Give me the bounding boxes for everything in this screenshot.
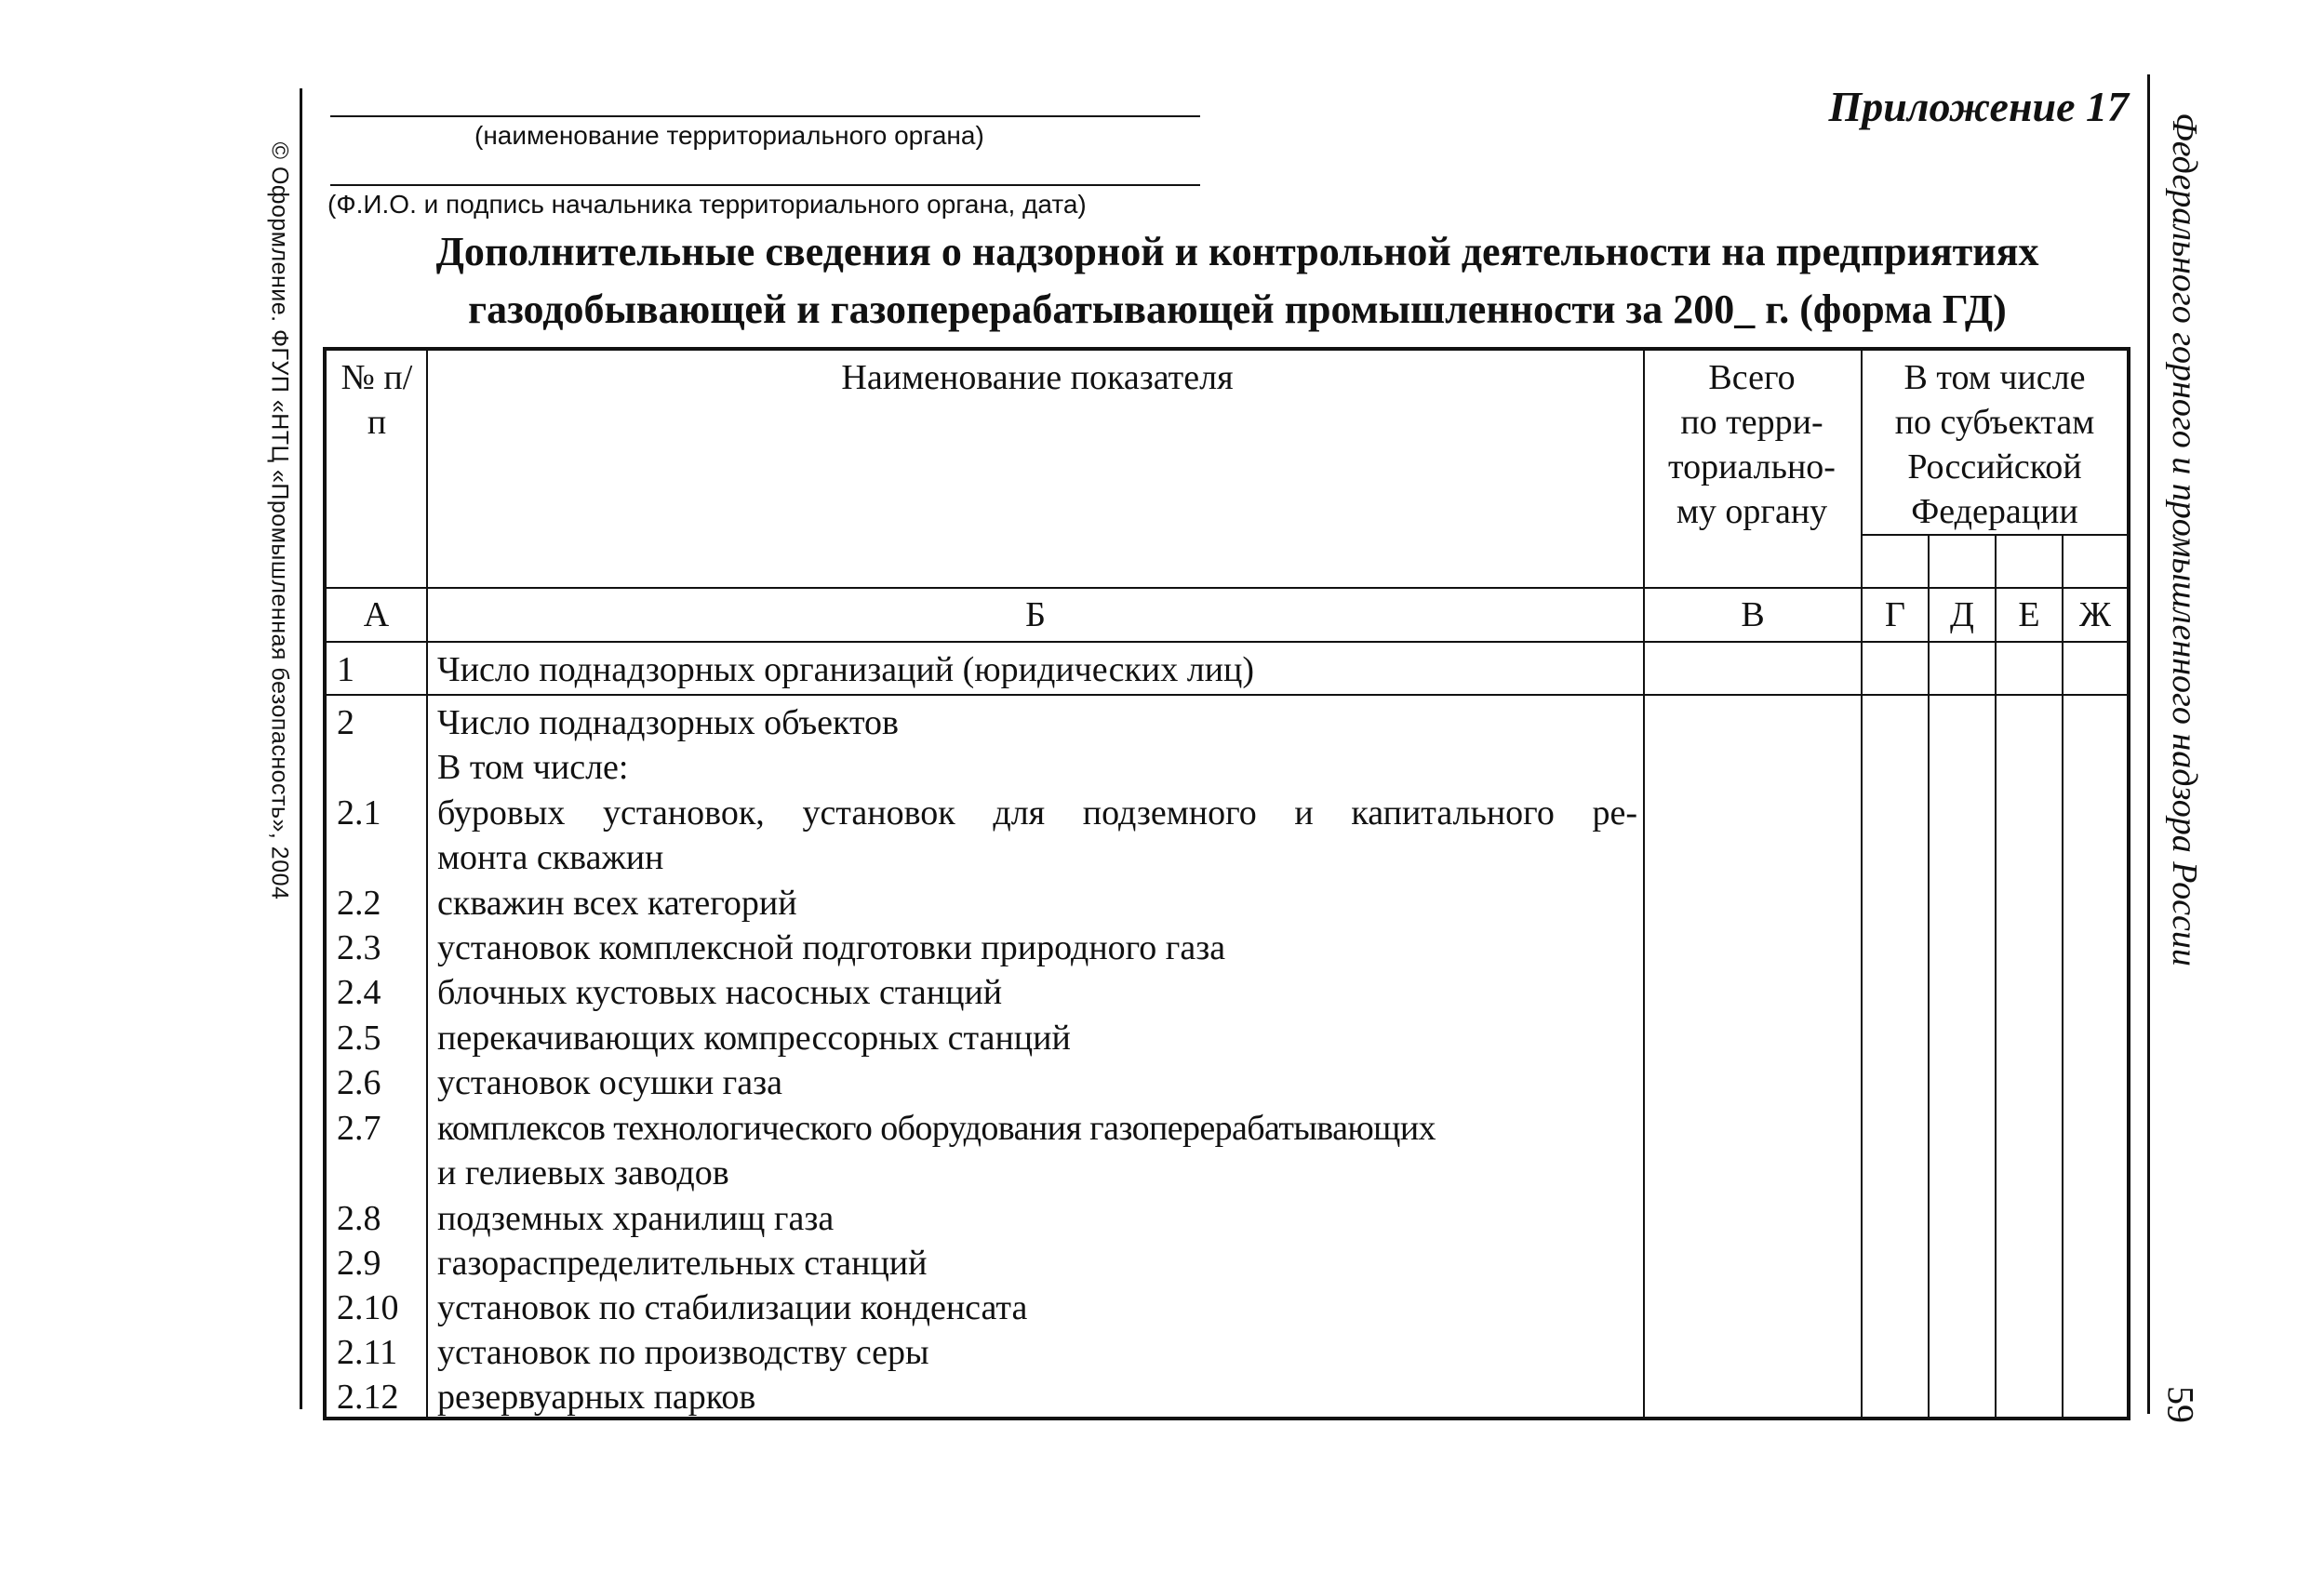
col-divider-total xyxy=(1861,347,1863,1420)
letter-d: Д xyxy=(1950,595,1974,634)
left-margin-rule xyxy=(300,88,302,1409)
letter-b: Б xyxy=(1025,595,1046,634)
row-label: установок по стабилизации конденсата xyxy=(437,1288,1028,1327)
header-name: Наименование показателя xyxy=(841,358,1234,397)
header-total-line-2: по терри- xyxy=(1680,403,1823,442)
letter-zh: Ж xyxy=(2078,595,2112,634)
signature-caption: (Ф.И.О. и подпись начальника территориального органа, дата) xyxy=(327,190,1087,219)
row-number: 2.9 xyxy=(337,1244,381,1283)
table-top-border xyxy=(323,347,2130,351)
title-line-1: Дополнительные сведения о надзорной и контрольной деятельности на предприятиях xyxy=(435,229,2039,274)
col-divider-num xyxy=(426,347,428,1420)
header-subjects-line-1: В том числе xyxy=(1903,358,2086,397)
row-number: 2.7 xyxy=(337,1109,381,1148)
header-total-line-4: му органу xyxy=(1676,492,1828,531)
row-number: 2.1 xyxy=(337,793,381,833)
letter-g: Г xyxy=(1885,595,1905,634)
letter-v: В xyxy=(1741,595,1765,634)
row-number: 2.10 xyxy=(337,1288,399,1327)
row-number: 2.11 xyxy=(337,1333,398,1372)
col-divider-d xyxy=(1995,534,1997,1420)
col-divider-e xyxy=(2062,534,2064,1420)
document-title xyxy=(326,223,2149,339)
row-number: 2.8 xyxy=(337,1199,381,1238)
col-divider-name xyxy=(1643,347,1645,1420)
row-label: Число поднадзорных объектов xyxy=(437,703,900,742)
subjects-subheader-line xyxy=(1861,534,2129,536)
publisher-side-text: Федерального горного и промышленного надзора России xyxy=(2165,113,2204,966)
row-label: Число поднадзорных организаций (юридических лиц) xyxy=(437,650,1255,689)
letter-e: Е xyxy=(2018,595,2040,634)
row-number: 1 xyxy=(337,650,354,689)
header-subjects xyxy=(1864,355,2125,534)
row-label: блочных кустовых насосных станций xyxy=(437,973,1003,1012)
row-label: монта скважин xyxy=(437,838,664,877)
header-subjects-line-4: Федерации xyxy=(1911,492,2078,531)
row1-bottom-line xyxy=(323,694,2130,696)
table-left-border xyxy=(323,347,327,1420)
table-right-border xyxy=(2127,347,2130,1420)
row-number: 2.5 xyxy=(337,1019,381,1058)
header-bottom-line xyxy=(323,587,2130,589)
header-subjects-line-3: Российской xyxy=(1907,447,2082,486)
letters-bottom-line xyxy=(323,641,2130,643)
row-label: В том числе: xyxy=(437,748,629,787)
col-divider-g xyxy=(1928,534,1930,1420)
row-label: комплексов технологического оборудования газоперерабатывающих xyxy=(437,1109,1436,1148)
title-line-2: газодобывающей и газоперерабатывающей промышленности за 200_ г. (форма ГД) xyxy=(468,286,2007,332)
header-total xyxy=(1649,355,1855,534)
row-number: 2.2 xyxy=(337,884,381,923)
header-total-line-1: Всего xyxy=(1708,358,1796,397)
territorial-body-line xyxy=(330,115,1200,117)
row-number: 2 xyxy=(337,703,354,742)
row-number: 2.12 xyxy=(337,1378,399,1417)
header-total-line-3: ториально- xyxy=(1668,447,1836,486)
appendix-label: Приложение 17 xyxy=(1828,83,2129,130)
row-label: подземных хранилищ газа xyxy=(437,1199,835,1238)
row-number: 2.4 xyxy=(337,973,381,1012)
signature-line xyxy=(330,184,1200,186)
row-label: буровых установок, установок для подземного и капитального ре- xyxy=(437,793,1637,833)
row-label: газораспределительных станций xyxy=(437,1244,928,1283)
row-label: перекачивающих компрессорных станций xyxy=(437,1019,1071,1058)
row-label: установок осушки газа xyxy=(437,1063,782,1102)
row-label: скважин всех категорий xyxy=(437,884,797,923)
row-label: установок комплексной подготовки природного газа xyxy=(437,928,1226,967)
row-label: и гелиевых заводов xyxy=(437,1153,729,1192)
letter-a: А xyxy=(363,595,390,634)
row-label: резервуарных парков xyxy=(437,1378,756,1417)
row-label: установок по производству серы xyxy=(437,1333,929,1372)
header-subjects-line-2: по субъектам xyxy=(1894,403,2095,442)
header-num: № п/п xyxy=(341,358,413,442)
territorial-body-caption: (наименование территориального органа) xyxy=(474,121,984,150)
row-number: 2.3 xyxy=(337,928,381,967)
page-number: 59 xyxy=(2159,1386,2202,1423)
copyright-side-text: © Оформление. ФГУП «НТЦ «Промышленная безопасность», 2004 xyxy=(266,141,293,900)
row-number: 2.6 xyxy=(337,1063,381,1102)
